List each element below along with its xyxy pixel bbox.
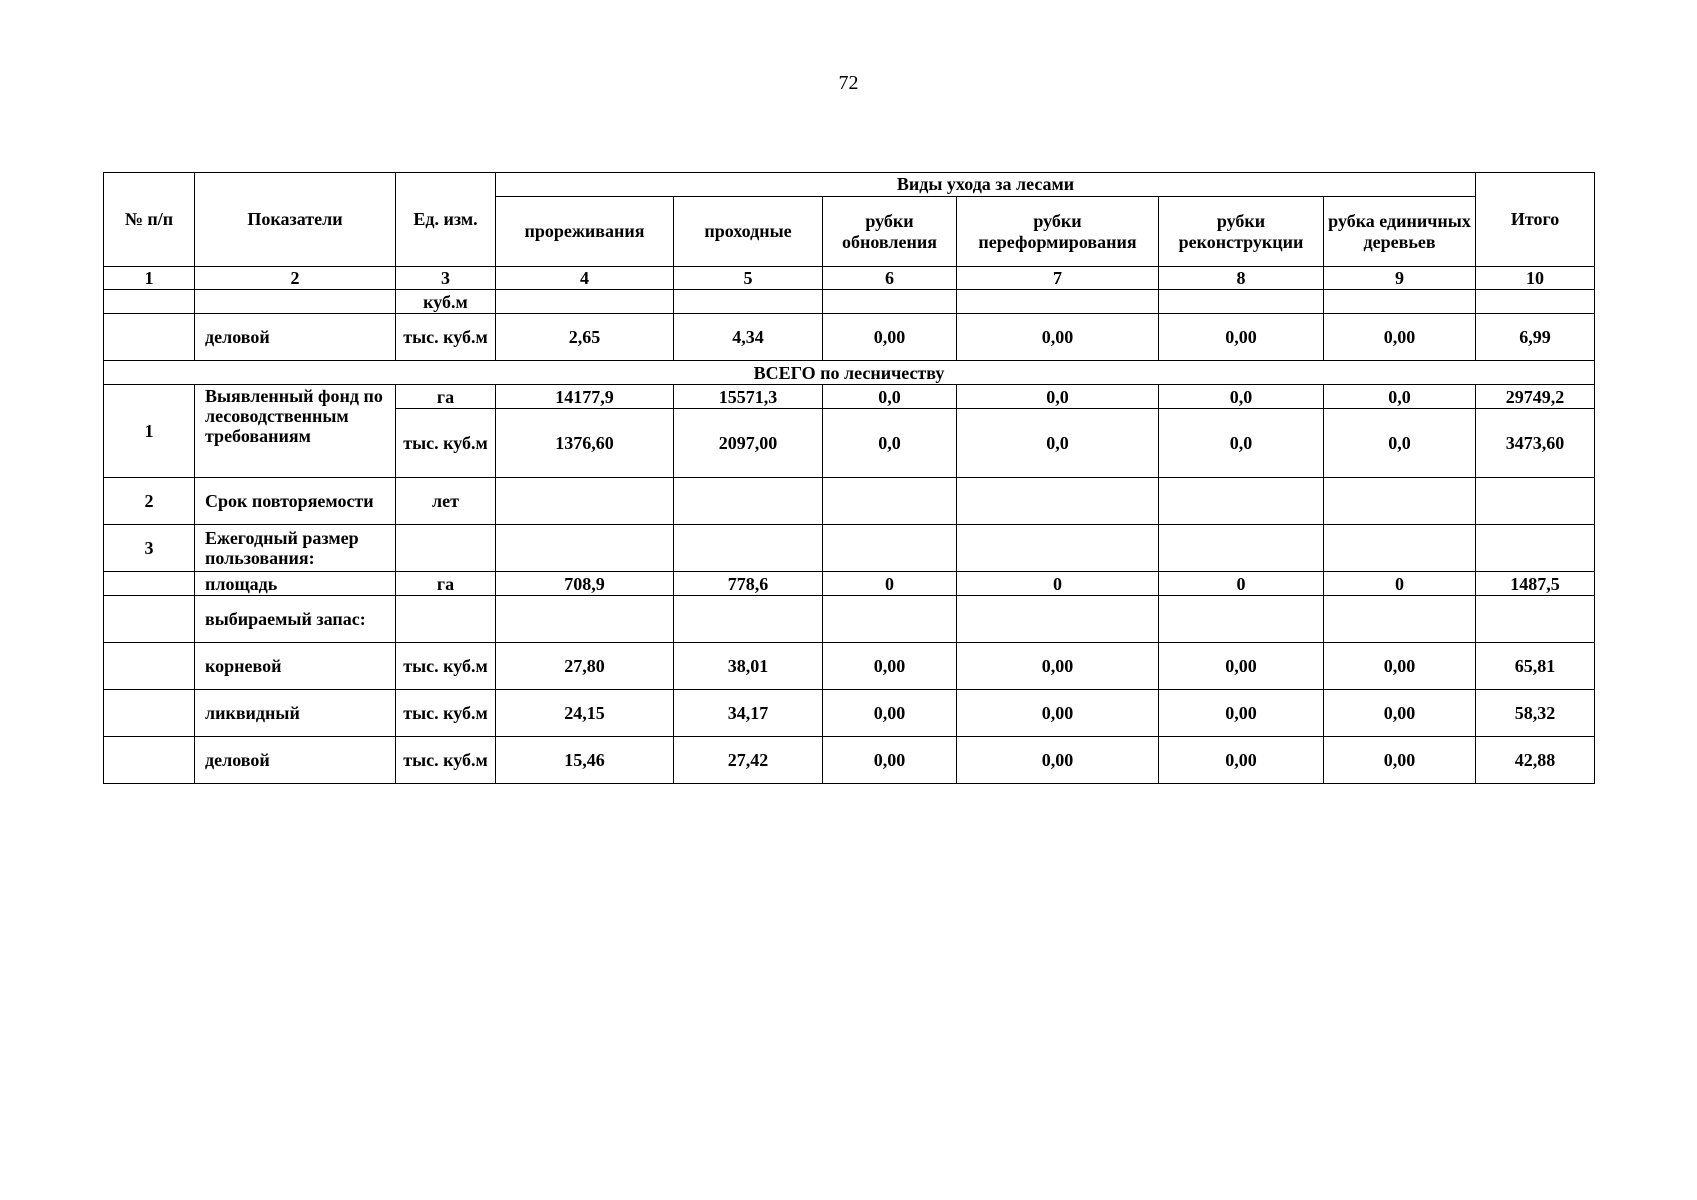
row-number xyxy=(104,643,195,690)
table-row xyxy=(104,737,1595,784)
header-num: № п/п xyxy=(104,173,195,267)
section-row xyxy=(104,361,1595,385)
row-unit: тыс. куб.м xyxy=(396,409,496,478)
row-unit: га xyxy=(396,572,496,596)
cell-passing: 15571,3 xyxy=(674,385,823,409)
column-number: 2 xyxy=(195,267,396,290)
column-number: 3 xyxy=(396,267,496,290)
row-unit: га xyxy=(396,385,496,409)
header-reconstruction: рубки реконструкции xyxy=(1159,197,1324,267)
table-row xyxy=(104,314,1595,361)
cell-reformation xyxy=(957,525,1159,572)
cell-reconstruction: 0,00 xyxy=(1159,690,1324,737)
cell-thinning: 14177,9 xyxy=(496,385,674,409)
row-label: корневой xyxy=(195,643,396,690)
column-number: 10 xyxy=(1476,267,1595,290)
cell-reconstruction: 0,00 xyxy=(1159,314,1324,361)
row-label: Выявленный фонд по лесоводственным требованиям xyxy=(195,385,396,478)
row-label: деловой xyxy=(195,314,396,361)
cell-single-trees xyxy=(1324,525,1476,572)
cell-single-trees: 0,0 xyxy=(1324,409,1476,478)
table-row xyxy=(104,478,1595,525)
cell-reconstruction: 0,00 xyxy=(1159,643,1324,690)
cell-reformation: 0,0 xyxy=(957,409,1159,478)
cell-total: 42,88 xyxy=(1476,737,1595,784)
cell-total: 3473,60 xyxy=(1476,409,1595,478)
cell-thinning: 15,46 xyxy=(496,737,674,784)
cell-passing: 4,34 xyxy=(674,314,823,361)
cell-reconstruction xyxy=(1159,596,1324,643)
cell-reformation: 0,0 xyxy=(957,385,1159,409)
cell-total: 1487,5 xyxy=(1476,572,1595,596)
row-number: 3 xyxy=(104,525,195,572)
row-number: 1 xyxy=(104,385,195,478)
cell-single-trees xyxy=(1324,478,1476,525)
row-unit: лет xyxy=(396,478,496,525)
column-number: 5 xyxy=(674,267,823,290)
header-passing: проходные xyxy=(674,197,823,267)
cell-total: 6,99 xyxy=(1476,314,1595,361)
header-indicator: Показатели xyxy=(195,173,396,267)
row-label: площадь xyxy=(195,572,396,596)
cell-total xyxy=(1476,596,1595,643)
cell-reformation xyxy=(957,290,1159,314)
cell-single-trees: 0,00 xyxy=(1324,737,1476,784)
header-row-1 xyxy=(104,173,1595,197)
cell-reconstruction xyxy=(1159,290,1324,314)
cell-reconstruction: 0,0 xyxy=(1159,409,1324,478)
cell-thinning: 24,15 xyxy=(496,690,674,737)
table-row xyxy=(104,290,1595,314)
cell-renewal xyxy=(823,478,957,525)
cell-thinning xyxy=(496,596,674,643)
forest-care-table xyxy=(103,172,1595,784)
cell-passing: 27,42 xyxy=(674,737,823,784)
cell-renewal: 0,0 xyxy=(823,409,957,478)
cell-renewal xyxy=(823,525,957,572)
row-number xyxy=(104,314,195,361)
cell-total xyxy=(1476,478,1595,525)
header-unit: Ед. изм. xyxy=(396,173,496,267)
row-label xyxy=(195,290,396,314)
header-total: Итого xyxy=(1476,173,1595,267)
cell-reconstruction: 0 xyxy=(1159,572,1324,596)
column-number: 9 xyxy=(1324,267,1476,290)
cell-passing xyxy=(674,596,823,643)
table-row xyxy=(104,572,1595,596)
row-number xyxy=(104,596,195,643)
cell-renewal xyxy=(823,290,957,314)
column-number: 8 xyxy=(1159,267,1324,290)
cell-renewal: 0,00 xyxy=(823,643,957,690)
row-label: выбираемый запас: xyxy=(195,596,396,643)
row-number xyxy=(104,290,195,314)
table-row xyxy=(104,643,1595,690)
cell-total: 29749,2 xyxy=(1476,385,1595,409)
cell-thinning: 708,9 xyxy=(496,572,674,596)
header-reformation: рубки переформирования xyxy=(957,197,1159,267)
row-number xyxy=(104,737,195,784)
column-number: 4 xyxy=(496,267,674,290)
cell-total: 58,32 xyxy=(1476,690,1595,737)
cell-reformation: 0 xyxy=(957,572,1159,596)
cell-renewal: 0,0 xyxy=(823,385,957,409)
header-single-trees: рубка единичных деревьев xyxy=(1324,197,1476,267)
row-number: 2 xyxy=(104,478,195,525)
cell-passing: 2097,00 xyxy=(674,409,823,478)
cell-total xyxy=(1476,525,1595,572)
row-unit: тыс. куб.м xyxy=(396,314,496,361)
cell-single-trees: 0,00 xyxy=(1324,643,1476,690)
row-label: ликвидный xyxy=(195,690,396,737)
cell-single-trees xyxy=(1324,290,1476,314)
cell-reformation xyxy=(957,596,1159,643)
row-label: деловой xyxy=(195,737,396,784)
row-number xyxy=(104,690,195,737)
cell-renewal: 0,00 xyxy=(823,690,957,737)
cell-renewal xyxy=(823,596,957,643)
cell-reformation: 0,00 xyxy=(957,643,1159,690)
row-unit xyxy=(396,525,496,572)
column-number: 1 xyxy=(104,267,195,290)
column-number: 6 xyxy=(823,267,957,290)
row-unit: куб.м xyxy=(396,290,496,314)
cell-passing xyxy=(674,525,823,572)
cell-reconstruction xyxy=(1159,478,1324,525)
cell-passing xyxy=(674,290,823,314)
cell-single-trees: 0,00 xyxy=(1324,690,1476,737)
column-numbers-row xyxy=(104,267,1595,290)
cell-thinning: 2,65 xyxy=(496,314,674,361)
cell-thinning: 27,80 xyxy=(496,643,674,690)
row-unit: тыс. куб.м xyxy=(396,737,496,784)
row-unit: тыс. куб.м xyxy=(396,643,496,690)
cell-thinning: 1376,60 xyxy=(496,409,674,478)
cell-reconstruction xyxy=(1159,525,1324,572)
cell-reformation: 0,00 xyxy=(957,690,1159,737)
row-label: Ежегодный размер пользования: xyxy=(195,525,396,572)
cell-reformation xyxy=(957,478,1159,525)
section-title: ВСЕГО по лесничеству xyxy=(104,361,1595,385)
table-row xyxy=(104,596,1595,643)
table-row xyxy=(104,525,1595,572)
cell-passing: 34,17 xyxy=(674,690,823,737)
cell-passing xyxy=(674,478,823,525)
cell-single-trees: 0 xyxy=(1324,572,1476,596)
cell-total xyxy=(1476,290,1595,314)
cell-reformation: 0,00 xyxy=(957,737,1159,784)
cell-renewal: 0 xyxy=(823,572,957,596)
cell-single-trees xyxy=(1324,596,1476,643)
cell-single-trees: 0,0 xyxy=(1324,385,1476,409)
column-number: 7 xyxy=(957,267,1159,290)
cell-total: 65,81 xyxy=(1476,643,1595,690)
cell-renewal: 0,00 xyxy=(823,737,957,784)
cell-passing: 38,01 xyxy=(674,643,823,690)
cell-reformation: 0,00 xyxy=(957,314,1159,361)
table-row xyxy=(104,690,1595,737)
cell-thinning xyxy=(496,290,674,314)
cell-thinning xyxy=(496,525,674,572)
cell-renewal: 0,00 xyxy=(823,314,957,361)
table-row xyxy=(104,385,1595,409)
row-unit: тыс. куб.м xyxy=(396,690,496,737)
header-thinning: прореживания xyxy=(496,197,674,267)
header-care-types: Виды ухода за лесами xyxy=(496,173,1476,197)
cell-reconstruction: 0,00 xyxy=(1159,737,1324,784)
row-number xyxy=(104,572,195,596)
cell-thinning xyxy=(496,478,674,525)
header-renewal: рубки обновления xyxy=(823,197,957,267)
cell-passing: 778,6 xyxy=(674,572,823,596)
cell-reconstruction: 0,0 xyxy=(1159,385,1324,409)
row-label: Срок повторяемости xyxy=(195,478,396,525)
row-unit xyxy=(396,596,496,643)
page-number: 72 xyxy=(838,72,859,94)
cell-single-trees: 0,00 xyxy=(1324,314,1476,361)
